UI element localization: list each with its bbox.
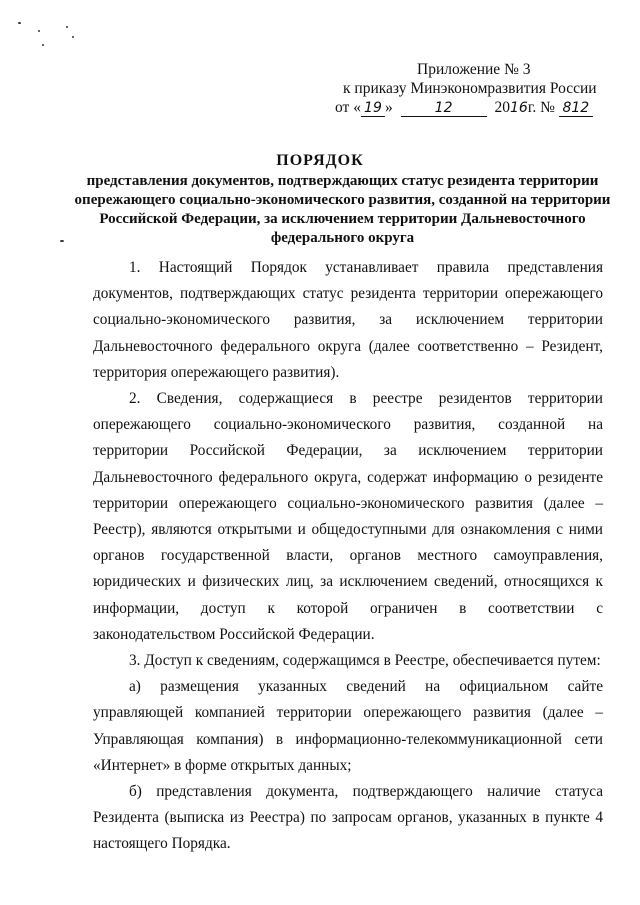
handwritten-month: 12: [401, 101, 487, 117]
document-subtitle: представления документов, подтверждающих статус резидента территории опережающего социально-экономического развития, созданной на территории Российской Федерации, за исключением территории Дальневосточного федерального округа: [74, 173, 611, 246]
paragraph-3a: а) размещения указанных сведений на официальном сайте управляющей компанией территории опережающего развития (далее – Управляющая компания) в информационно-телекоммуникационной сети «Интернет» в форме открытых данных;: [93, 678, 603, 774]
paragraph-2: 2. Сведения, содержащиеся в реестре резидентов территории опережающего социально-экономического развития, созданной на территории Российской Федерации, за исключением территории Дальневосточного федерального округа, содержат информацию о резиденте территории опережающего социально-экономического развития (далее – Реестр), являются открытыми и общедоступными для ознакомления с ними органов государственной власти, органов местного самоуправления, юридических и физических лиц, за исключением сведений, относящихся к информации, доступ к которой ограничен в соответствии с законодательством Российской Федерации.: [93, 390, 603, 643]
annex-order-ref: к приказу Минэкономразвития России: [343, 80, 597, 97]
annex-date-line: от « 19 » 12 2016 г. № 812: [335, 98, 615, 117]
annex-header: [335, 60, 615, 117]
paragraph-3: 3. Доступ к сведениям, содержащимся в Реестре, обеспечивается путем:: [129, 652, 601, 670]
handwritten-day: 19: [361, 101, 385, 117]
scan-speck: [42, 44, 44, 46]
scan-speck: [18, 22, 21, 24]
handwritten-order-number: 812: [559, 101, 593, 117]
document-body: [93, 255, 603, 858]
document-title: ПОРЯДОК: [276, 152, 364, 169]
annex-number: Приложение № 3: [417, 61, 531, 78]
scan-speck: [72, 36, 74, 38]
scan-speck: [38, 30, 40, 32]
handwritten-year: 16: [509, 100, 528, 116]
paragraph-1: 1. Настоящий Порядок устанавливает правила представления документов, подтверждающих статус резидента территории опережающего социально-экономического развития, за исключением территории Дальневосточного федерального округа (далее соответственно – Резидент, территория опережающего развития).: [93, 259, 603, 381]
paragraph-3b: б) представления документа, подтверждающего наличие статуса Резидента (выписка из Реестра) по запросам органов, указанных в пункте 4 настоящего Порядка.: [93, 783, 603, 853]
scan-speck: [66, 26, 68, 28]
